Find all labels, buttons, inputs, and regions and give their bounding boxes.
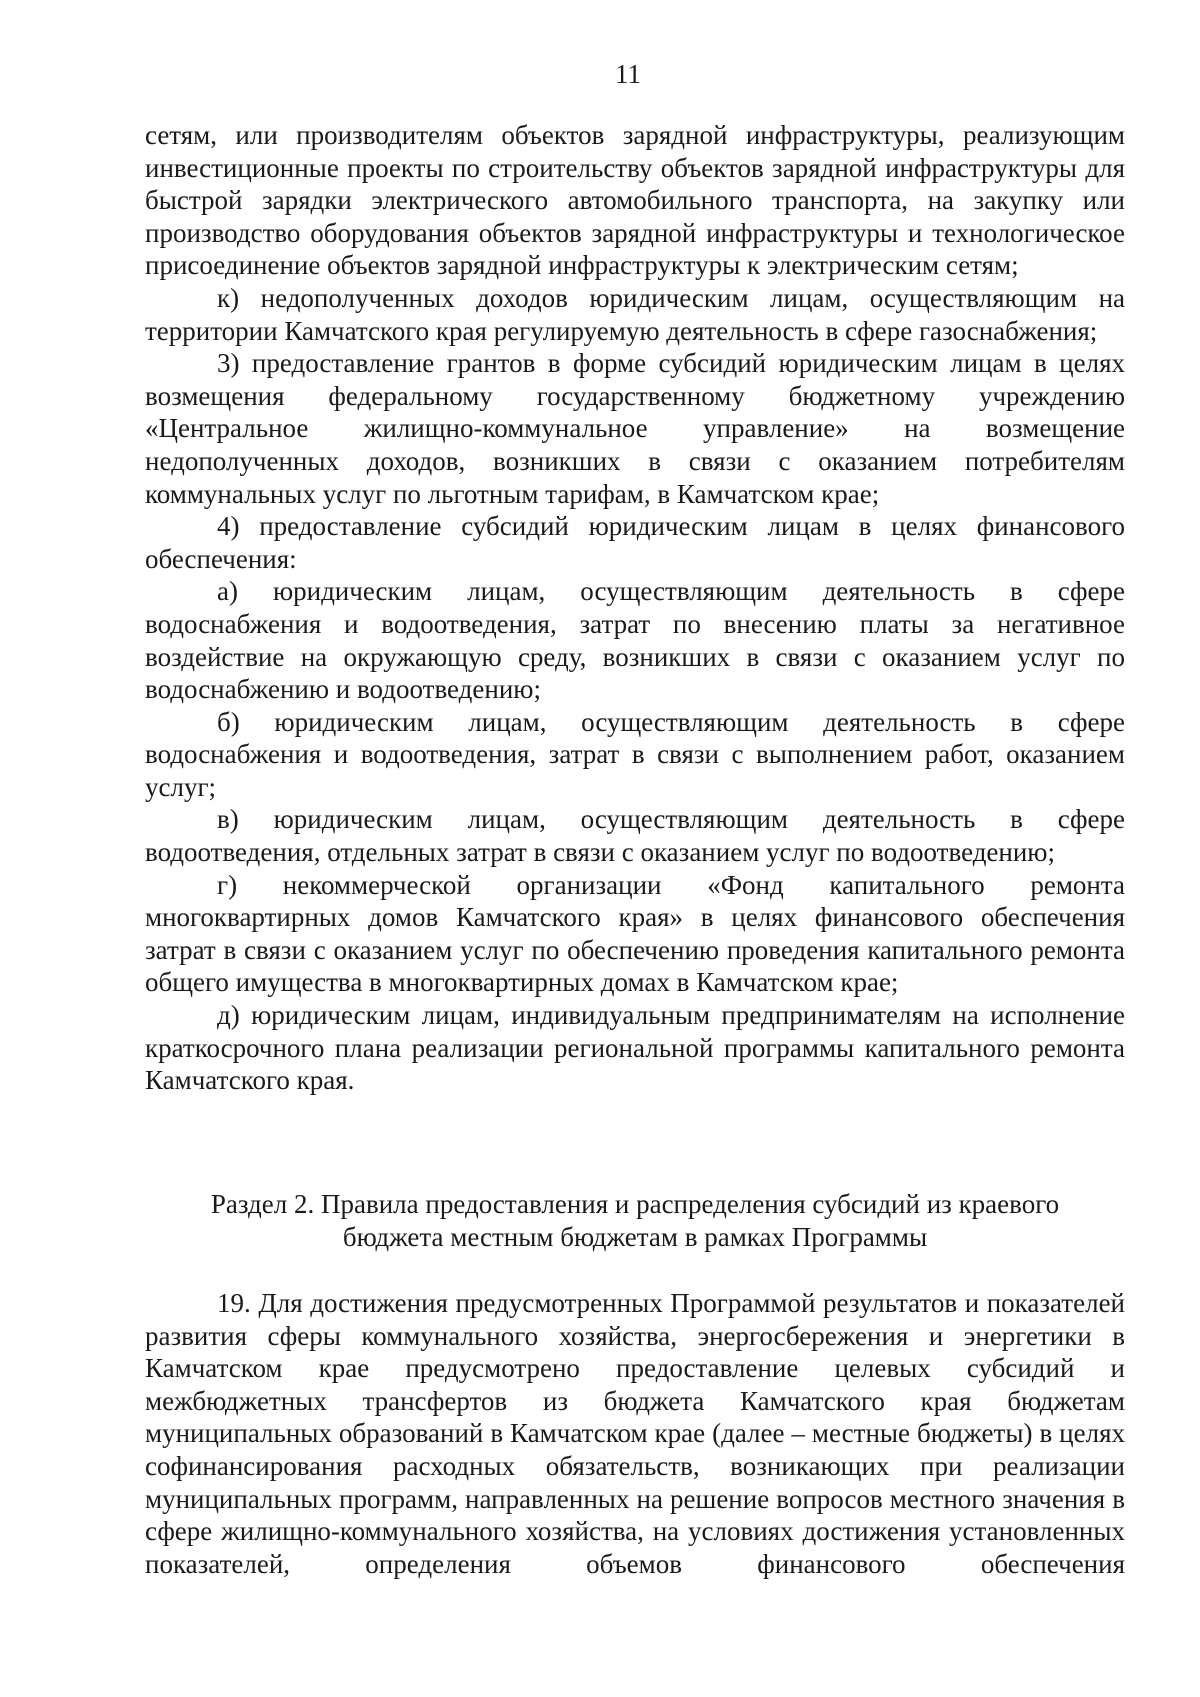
paragraph-19: 19. Для достижения предусмотренных Программой результатов и показателей развития сферы коммунального хозяйства, энергосбережения и энергетики в Камчатском крае предусмотрено предоставление целевых субсидий и межбюджетных трансфертов из бюджета Камчатского края бюджетам муниципальных образований в Камчатском крае (далее – местные бюджеты) в целях софинансирования расходных обязательств, возникающих при реализации муниципальных программ, направленных на решение вопросов местного значения в сфере жилищно-коммунального хозяйства, на условиях достижения установленных показателей, определения объемов финансового обеспечения: [145, 1288, 1125, 1579]
page-number: 11: [615, 59, 641, 89]
body-text: [145, 119, 1125, 1097]
paragraph-item-g: г) некоммерческой организации «Фонд капитального ремонта многоквартирных домов Камчатского края» в целях финансового обеспечения затрат в связи с оказанием услуг по обеспечению проведения капитального ремонта общего имущества в многоквартирных домах в Камчатском крае;: [145, 869, 1125, 998]
paragraph-item-3: 3) предоставление грантов в форме субсидий юридическим лицам в целях возмещения федеральному государственному бюджетному учреждению «Центральное жилищно-коммунальное управление» на возмещение недополученных доходов, возникших в связи с оказанием потребителям коммунальных услуг по льготным тарифам, в Камчатском крае;: [145, 348, 1125, 509]
paragraph-item-a: а) юридическим лицам, осуществляющим деятельность в сфере водоснабжения и водоотведения, затрат по внесению платы за негативное воздействие на окружающую среду, возникших в связи с оказанием услуг по водоснабжению и водоотведению;: [145, 576, 1125, 705]
section-heading-line-2: бюджета местным бюджетам в рамках Программы: [342, 1221, 928, 1252]
paragraph-continuation: сетям, или производителям объектов зарядной инфраструктуры, реализующим инвестиционные проекты по строительству объектов зарядной инфраструктуры для быстрой зарядки электрического автомобильного транспорта, на закупку или производство оборудования объектов зарядной инфраструктуры и технологическое присоединение объектов зарядной инфраструктуры к электрическим сетям;: [145, 120, 1125, 281]
section-19: [145, 1287, 1125, 1580]
paragraph-item-k: к) недополученных доходов юридическим лицам, осуществляющим на территории Камчатского края регулируемую деятельность в сфере газоснабжения;: [145, 282, 1125, 346]
paragraph-item-v: в) юридическим лицам, осуществляющим деятельность в сфере водоотведения, отдельных затрат в связи с оказанием услуг по водоотведению;: [145, 804, 1125, 868]
paragraph-item-d: д) юридическим лицам, индивидуальным предпринимателям на исполнение краткосрочного плана реализации региональной программы капитального ремонта Камчатского края.: [145, 1000, 1125, 1096]
paragraph-item-b: б) юридическим лицам, осуществляющим деятельность в сфере водоснабжения и водоотведения, затрат в связи с выполнением работ, оказанием услуг;: [145, 706, 1125, 802]
section-heading-line-1: Раздел 2. Правила предоставления и распределения субсидий из краевого: [210, 1189, 1060, 1219]
paragraph-item-4: 4) предоставление субсидий юридическим лицам в целях финансового обеспечения:: [145, 511, 1125, 574]
section-heading: [145, 1188, 1125, 1253]
